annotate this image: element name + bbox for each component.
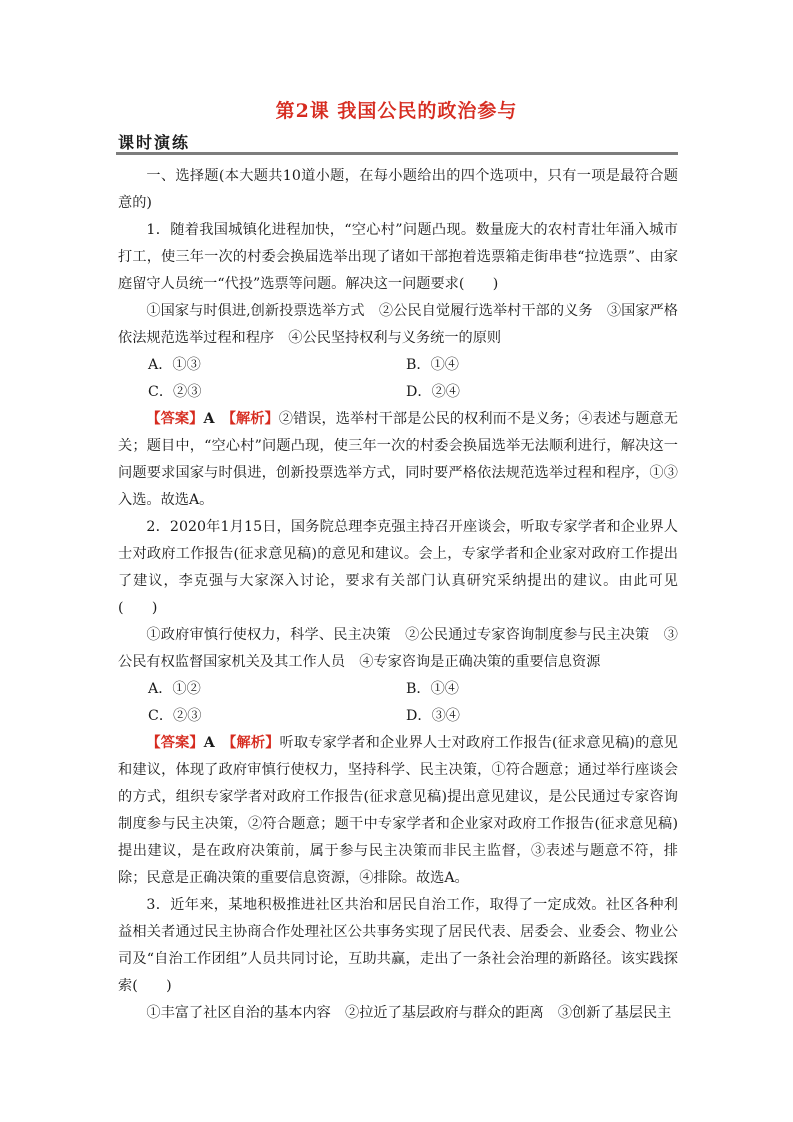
option-b: B．①④ bbox=[406, 681, 459, 697]
analysis-label: 【解析】 bbox=[228, 411, 279, 427]
question-3-stem: 3．近年来，某地积极推进社区共治和居民自治工作，取得了一定成效。社区各种利益相关者通过民主协商合作处理社区公共事务实现了居民代表、居委会、业委会、物业公司及“自治工作团组”人员共同讨论，互助共赢，走出了一条社会治理的新路径。该实践探索( ) bbox=[118, 897, 678, 994]
question-2-options-row-2 bbox=[118, 703, 678, 730]
section-divider bbox=[116, 152, 678, 155]
question-1-options-row-2 bbox=[118, 379, 678, 406]
answer-label: 【答案】 bbox=[146, 735, 204, 751]
question-2-answer bbox=[118, 730, 678, 892]
section-heading: 课时演练 bbox=[118, 133, 191, 152]
question-3-statements: ①丰富了社区自治的基本内容 ②拉近了基层政府与群众的距离 ③创新了基层民主 bbox=[146, 1005, 672, 1021]
analysis-label: 【解析】 bbox=[229, 735, 280, 751]
question-1-answer bbox=[118, 406, 678, 514]
option-a: A．①③ bbox=[148, 357, 201, 373]
question-1-stem: 1．随着我国城镇化进程加快，“空心村”问题凸现。数量庞大的农村青壮年涌入城市打工，使三年一次的村委会换届选举出现了诸如干部抱着选票箱走街串巷“拉选票”、由家庭留守人员统一“代投”选票等问题。解决这一问题要求( ) bbox=[118, 222, 678, 292]
question-1-options-row-1 bbox=[118, 352, 678, 379]
answer-label: 【答案】 bbox=[146, 411, 204, 427]
question-2-stem: 2．2020年1月15日，国务院总理李克强主持召开座谈会，听取专家学者和企业界人士对政府工作报告(征求意见稿)的意见和建议。会上，专家学者和企业家对政府工作提出了建议，李克强与大家深入讨论，要求有关部门认真研究采纳提出的建议。由此可见( ) bbox=[118, 519, 678, 616]
answer-value: A bbox=[203, 411, 215, 427]
question-1-statements: ①国家与时俱进,创新投票选举方式 ②公民自觉履行选举村干部的义务 ③国家严格依法规范选举过程和程序 ④公民坚持权利与义务统一的原则 bbox=[118, 303, 678, 346]
page-title: 第2课 我国公民的政治参与 bbox=[275, 100, 518, 122]
document-body bbox=[118, 163, 678, 1027]
analysis-text: ②错误，选举村干部是公民的权利而不是义务；④表述与题意无关；题目中，“空心村”问题凸现，使三年一次的村委会换届选举无法顺利进行，解决这一问题要求国家与时俱进，创新投票选举方式，同时要严格依法规范选举过程和程序，①③入选。故选A。 bbox=[118, 411, 678, 508]
option-c: C．②③ bbox=[148, 708, 202, 724]
option-d: D．③④ bbox=[406, 708, 460, 724]
analysis-text: 听取专家学者和企业界人士对政府工作报告(征求意见稿)的意见和建议，体现了政府审慎行使权力，坚持科学、民主决策，①符合题意；通过举行座谈会的方式，组织专家学者对政府工作报告(征求意见稿)提出意见建议，是公民通过专家咨询制度参与民主决策，②符合题意；题干中专家学者和企业家对政府工作报告(征求意见稿)提出建议，是在政府决策前，属于参与民主决策而非民主监督，③表述与题意不符，排除；民意是正确决策的重要信息资源，④排除。故选A。 bbox=[118, 735, 678, 886]
answer-value: A bbox=[203, 735, 215, 751]
option-c: C．②③ bbox=[148, 384, 202, 400]
question-2-statements: ①政府审慎行使权力，科学、民主决策 ②公民通过专家咨询制度参与民主决策 ③公民有权监督国家机关及其工作人员 ④专家咨询是正确决策的重要信息资源 bbox=[118, 627, 678, 670]
option-a: A．①② bbox=[148, 681, 201, 697]
question-2-options-row-1 bbox=[118, 676, 678, 703]
option-d: D．②④ bbox=[406, 384, 460, 400]
section-intro: 一、选择题(本大题共10道小题，在每小题给出的四个选项中，只有一项是最符合题意的) bbox=[118, 168, 678, 211]
option-b: B．①④ bbox=[406, 357, 459, 373]
